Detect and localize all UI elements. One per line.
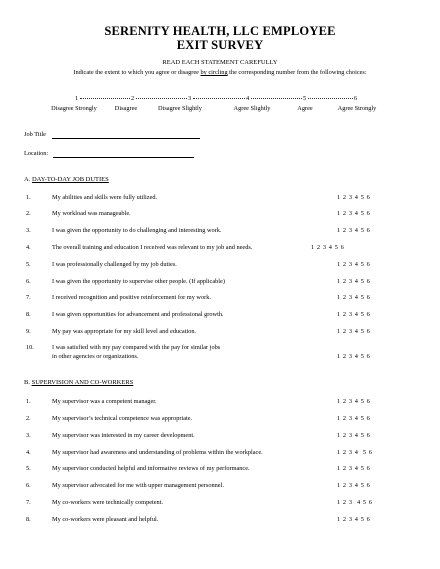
question-text: My supervisor conducted helpful and informative reviews of my performance. (52, 465, 250, 472)
scale-dots (251, 98, 302, 100)
question-text: I was given opportunities for advancement and professional growth. (52, 311, 224, 318)
scale-number: 4 (246, 95, 250, 102)
question-text: My workload was manageable. (52, 210, 131, 217)
question-text: My co-workers were technically competent. (52, 499, 164, 506)
scale-number: 2 (131, 95, 135, 102)
question-number: 1. (26, 194, 31, 201)
question-text: My pay was appropriate for my skill level and education. (52, 328, 197, 335)
question-scale[interactable]: 1 2 3 4 5 6 (337, 499, 373, 506)
scale-label: Disagree (114, 105, 138, 112)
indicate-text-after: the corresponding number from the following choices: (227, 69, 367, 76)
location-label: Location: (24, 150, 49, 157)
question-scale[interactable]: 1 2 3 4 5 6 (337, 210, 371, 217)
question-number: 1. (26, 398, 31, 405)
scale-number: 6 (354, 95, 358, 102)
question-number: 6. (26, 482, 31, 489)
section-a-prefix: A. (24, 176, 32, 183)
scale-label: Agree Strongly (337, 105, 377, 112)
question-text: I was satisfied with my pay compared with the pay for similar jobs (52, 344, 221, 351)
scale-label: Disagree Strongly (51, 105, 97, 112)
question-scale[interactable]: 1 2 3 4 5 6 (337, 294, 371, 301)
question-scale[interactable]: 1 2 3 4 5 6 (337, 465, 371, 472)
question-text: I was given the opportunity to do challenging and interesting work. (52, 227, 222, 234)
scale-number: 3 (188, 95, 192, 102)
scale-label: Agree Slightly (233, 105, 271, 112)
question-number: 6. (26, 278, 31, 285)
question-number: 10. (26, 344, 34, 351)
question-text: My supervisor’s technical competence was appropriate. (52, 415, 193, 422)
question-scale[interactable]: 1 2 3 4 5 6 (311, 244, 345, 251)
question-scale[interactable]: 1 2 3 4 5 6 (337, 353, 371, 360)
question-number: 7. (26, 499, 31, 506)
section-b-title: SUPERVISION AND CO-WORKERS (31, 379, 134, 386)
question-scale[interactable]: 1 2 3 4 5 6 (337, 516, 371, 523)
scale-number: 5 (303, 95, 307, 102)
document-title: SERENITY HEALTH, LLC EMPLOYEE (104, 24, 336, 38)
section-b-prefix: B. (24, 379, 32, 386)
job-title-field[interactable] (52, 138, 200, 139)
question-number: 8. (26, 311, 31, 318)
question-text: in other agencies or organizations. (52, 353, 139, 360)
question-text: I received recognition and positive reinforcement for my work. (52, 294, 211, 301)
question-text: My supervisor was a competent manager. (52, 398, 157, 405)
question-number: 7. (26, 294, 31, 301)
question-number: 8. (26, 516, 31, 523)
question-scale[interactable]: 1 2 3 4 5 6 (337, 449, 373, 456)
question-scale[interactable]: 1 2 3 4 5 6 (337, 261, 371, 268)
question-text: My abilities and skills were fully utilized. (52, 194, 158, 201)
document-subtitle: EXIT SURVEY (176, 38, 264, 52)
question-scale[interactable]: 1 2 3 4 5 6 (337, 311, 371, 318)
question-text: The overall training and education I received was relevant to my job and needs. (52, 244, 253, 251)
question-scale[interactable]: 1 2 3 4 5 6 (337, 328, 371, 335)
job-title-label: Job Title (24, 131, 46, 138)
question-text: My co-workers were pleasant and helpful. (52, 516, 159, 523)
question-text: I was professionally challenged by my job duties. (52, 261, 177, 268)
scale-dots (80, 98, 130, 100)
question-scale[interactable]: 1 2 3 4 5 6 (337, 194, 371, 201)
question-number: 4. (26, 244, 31, 251)
question-text: My supervisor advocated for me with upper management personnel. (52, 482, 224, 489)
question-scale[interactable]: 1 2 3 4 5 6 (337, 398, 371, 405)
question-scale[interactable]: 1 2 3 4 5 6 (337, 482, 371, 489)
question-number: 2. (26, 415, 31, 422)
scale-dots (308, 98, 353, 100)
question-text: My supervisor was interested in my career development. (52, 432, 195, 439)
section-a-title: DAY-TO-DAY JOB DUTIES (31, 176, 109, 183)
scale-number: 1 (75, 95, 79, 102)
location-field[interactable] (53, 157, 194, 158)
question-scale[interactable]: 1 2 3 4 5 6 (337, 278, 371, 285)
scale-label: Agree (297, 105, 313, 112)
question-text: My supervisor had awareness and understanding of problems within the workplace. (52, 449, 263, 456)
question-number: 3. (26, 227, 31, 234)
question-number: 4. (26, 449, 31, 456)
section-a-heading (24, 176, 109, 183)
scale-label: Disagree Slightly (158, 105, 202, 112)
section-b-heading (24, 379, 133, 386)
question-number: 9. (26, 328, 31, 335)
question-scale[interactable]: 1 2 3 4 5 6 (337, 415, 371, 422)
indicate-instruction (0, 69, 440, 76)
indicate-text-underlined: by circling (200, 69, 228, 76)
question-scale[interactable]: 1 2 3 4 5 6 (337, 227, 371, 234)
question-scale[interactable]: 1 2 3 4 5 6 (337, 432, 371, 439)
read-instruction: READ EACH STATEMENT CAREFULLY (162, 59, 278, 66)
question-number: 5. (26, 465, 31, 472)
question-number: 5. (26, 261, 31, 268)
scale-dots (136, 98, 187, 100)
scale-dots (193, 98, 245, 100)
question-text: I was given the opportunity to supervise other people. (If applicable) (52, 278, 225, 285)
question-number: 2. (26, 210, 31, 217)
indicate-text-before: Indicate the extent to which you agree or disagree (73, 69, 201, 76)
question-number: 3. (26, 432, 31, 439)
